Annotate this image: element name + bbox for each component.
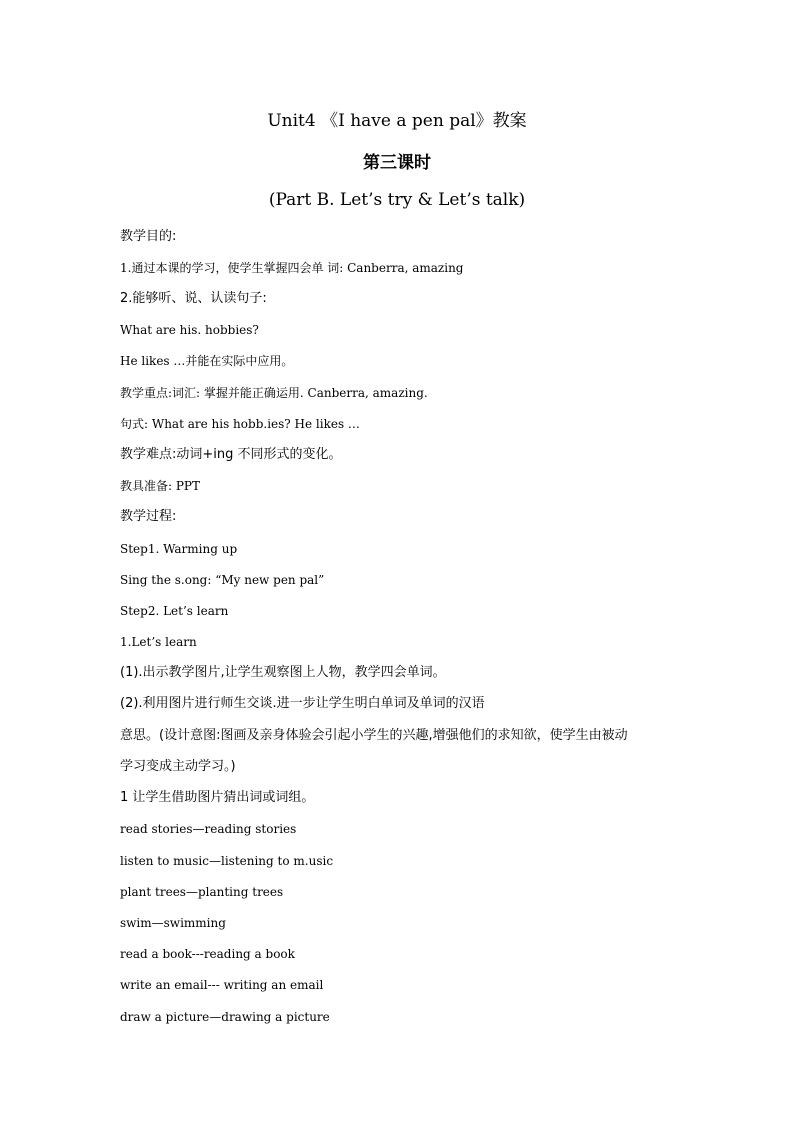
paragraph: 教学难点:动词+ing 不同形式的变化。 xyxy=(120,447,342,462)
lesson-subtitle: 第三课时 xyxy=(363,153,431,173)
paragraph: (2).利用图片进行师生交谈.进一步让学生明白单词及单词的汉语 xyxy=(120,696,485,711)
paragraph: 2.能够听、说、认读句子: xyxy=(120,291,267,306)
paragraph: 教学重点:词汇: 掌握并能正确运用. Canberra, amazing. xyxy=(120,386,428,400)
paragraph: What are his. hobbies? xyxy=(120,323,259,337)
paragraph: read a book---reading a book xyxy=(120,947,295,961)
part-heading: (Part B. Let’s try & Let’s talk) xyxy=(268,190,526,210)
paragraph: 1 让学生借助图片猜出词或词组。 xyxy=(120,790,315,805)
paragraph: 教具准备: PPT xyxy=(120,479,201,493)
paragraph: listen to music—listening to m.usic xyxy=(120,854,334,868)
paragraph: 1.Let’s learn xyxy=(120,635,197,649)
paragraph: draw a picture—drawing a picture xyxy=(120,1010,330,1024)
paragraph: read stories—reading stories xyxy=(120,822,297,836)
paragraph: 1.通过本课的学习，使学生掌握四会单 词: Canberra, amazing xyxy=(120,261,464,275)
paragraph: swim—swimming xyxy=(120,916,226,930)
paragraph: 学习变成主动学习。) xyxy=(120,759,236,774)
paragraph: He likes …并能在实际中应用。 xyxy=(120,354,294,368)
document-title: Unit4 《I have a pen pal》教案 xyxy=(267,111,527,131)
paragraph: Step2. Let’s learn xyxy=(120,604,229,618)
paragraph: 句式: What are his hobb.ies? He likes … xyxy=(120,417,360,431)
paragraph: Step1. Warming up xyxy=(120,542,238,556)
paragraph: Sing the s.ong: “My new pen pal” xyxy=(120,573,325,587)
paragraph: 教学目的: xyxy=(120,229,177,244)
paragraph: 教学过程: xyxy=(120,509,177,524)
paragraph: write an email--- writing an email xyxy=(120,978,324,992)
paragraph: plant trees—planting trees xyxy=(120,885,284,899)
paragraph: (1).出示教学图片,让学生观察图上人物，教学四会单词。 xyxy=(120,665,446,680)
paragraph: 意思。(设计意图:图画及亲身体验会引起小学生的兴趣,增强他们的求知欲，使学生由被动 xyxy=(120,728,628,743)
